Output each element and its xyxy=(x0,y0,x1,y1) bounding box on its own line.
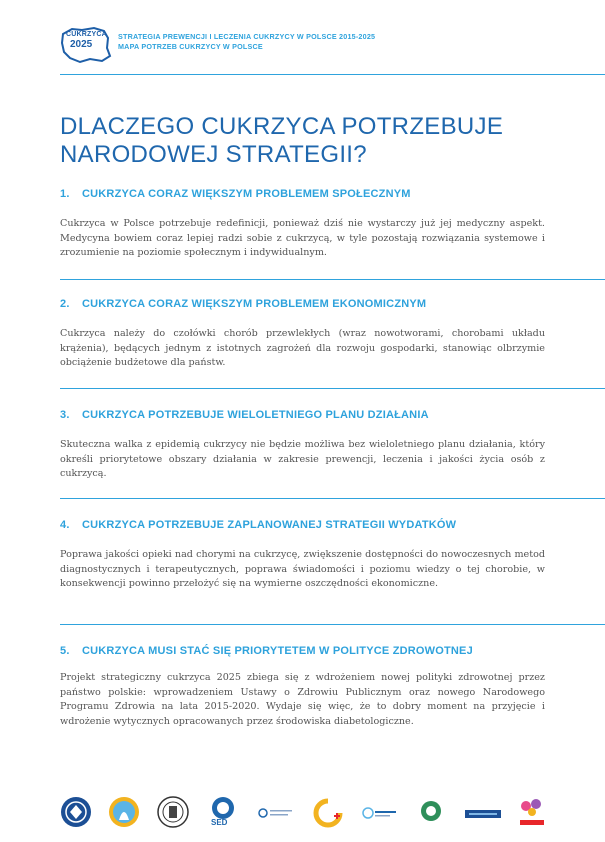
section-title: CUKRZYCA POTRZEBUJE ZAPLANOWANEJ STRATEGII WYDATKÓW xyxy=(82,519,457,531)
partner-logo-10 xyxy=(518,798,546,828)
section-number: 1. xyxy=(60,188,70,200)
section-divider xyxy=(60,388,605,389)
partner-logos xyxy=(60,796,550,830)
page-title-line-2: NARODOWEJ STRATEGII? xyxy=(60,141,367,168)
section-1 xyxy=(60,188,605,261)
section-2 xyxy=(60,298,605,371)
partner-logo-8 xyxy=(420,800,442,822)
section-title: CUKRZYCA CORAZ WIĘKSZYM PROBLEMEM EKONOMICZNYM xyxy=(82,298,427,310)
section-number: 3. xyxy=(60,409,70,421)
section-heading xyxy=(60,188,605,200)
section-5 xyxy=(60,645,605,729)
header-subtitle xyxy=(118,32,375,52)
cukrzyca-2025-logo xyxy=(60,26,112,64)
section-title: CUKRZYCA MUSI STAĆ SIĘ PRIORYTETEM W POLITYCE ZDROWOTNEJ xyxy=(82,645,473,657)
section-title: CUKRZYCA POTRZEBUJE WIELOLETNIEGO PLANU DZIAŁANIA xyxy=(82,409,429,421)
page-title xyxy=(60,113,560,169)
section-heading xyxy=(60,298,605,310)
sed-logo-text: SED xyxy=(211,818,228,827)
partner-logo-7 xyxy=(362,806,398,820)
section-heading xyxy=(60,645,605,657)
header-line-strategy: STRATEGIA PREWENCJI I LECZENIA CUKRZYCY W POLSCE 2015-2025 xyxy=(118,32,376,41)
section-4 xyxy=(60,519,605,592)
partner-logo-4 xyxy=(208,796,238,830)
section-divider xyxy=(60,279,605,280)
logo-text: CUKRZYCA xyxy=(66,31,107,38)
partner-logo-3 xyxy=(157,796,189,828)
header-line-map: MAPA POTRZEB CUKRZYCY W POLSCE xyxy=(118,42,263,51)
section-body: Skuteczna walka z epidemią cukrzycy nie będzie możliwa bez wieloletniego planu działania, który określi priorytetowe obszary działania w zakresie prewencji, leczenia i jakości życia osób z cukrzycą. xyxy=(60,439,545,480)
section-body: Cukrzyca należy do czołówki chorób przewlekłych (wraz nowotworami, chorobami układu krążenia), będących jednym z istotnych zagrożeń dla rozwoju gospodarki, stanowiąc olbrzymie obciążenie budżetowe dla państw. xyxy=(60,328,545,369)
section-3 xyxy=(60,409,605,482)
section-number: 2. xyxy=(60,298,70,310)
section-body: Cukrzyca w Polsce potrzebuje redefinicji, ponieważ dziś nie wystarczy już jej medyczny aspekt. Medycyna bowiem coraz lepiej radzi sobie z cukrzycą, w tyle pozostają rozwiązania systemowe i zrozumienie na poziomie społecznym i indywidualnym. xyxy=(60,218,545,259)
section-heading xyxy=(60,519,605,531)
header-divider xyxy=(60,74,605,75)
page-title-line-1: DLACZEGO CUKRZYCA POTRZEBUJE xyxy=(60,113,504,140)
partner-logo-2 xyxy=(108,796,140,828)
section-body: Projekt strategiczny cukrzyca 2025 zbiega się z wdrożeniem nowej polityki zdrowotnej przez państwo polskie: wprowadzeniem Ustawy o Zdrowiu Publicznym oraz nowego Narodowego Programu Zdrowia na lata 2015-2020. Wydaje się więc, że to dobry moment na przyjęcie i wdrożenie wytycznych opracowanych przez środowiska diabetologiczne. xyxy=(60,672,545,727)
section-title: CUKRZYCA CORAZ WIĘKSZYM PROBLEMEM SPOŁECZNYM xyxy=(82,188,411,200)
section-number: 5. xyxy=(60,645,70,657)
partner-logo-9 xyxy=(465,810,501,818)
section-body: Poprawa jakości opieki nad chorymi na cukrzycę, zwiększenie dostępności do nowoczesnych metod diagnostycznych i terapeutycznych, poprawa świadomości i poziomu wiedzy o tej chorobie, w konsekwencji powinno przełożyć się na wymierne oszczędności ekonomiczne. xyxy=(60,549,545,590)
partner-logo-5 xyxy=(258,806,294,820)
section-number: 4. xyxy=(60,519,70,531)
partner-logo-6 xyxy=(312,798,344,828)
section-divider xyxy=(60,624,605,625)
section-heading xyxy=(60,409,605,421)
logo-year: 2025 xyxy=(70,39,93,50)
section-divider xyxy=(60,498,605,499)
sed-logo-icon xyxy=(208,796,238,820)
partner-logo-1 xyxy=(60,796,92,828)
page-header xyxy=(60,26,605,68)
